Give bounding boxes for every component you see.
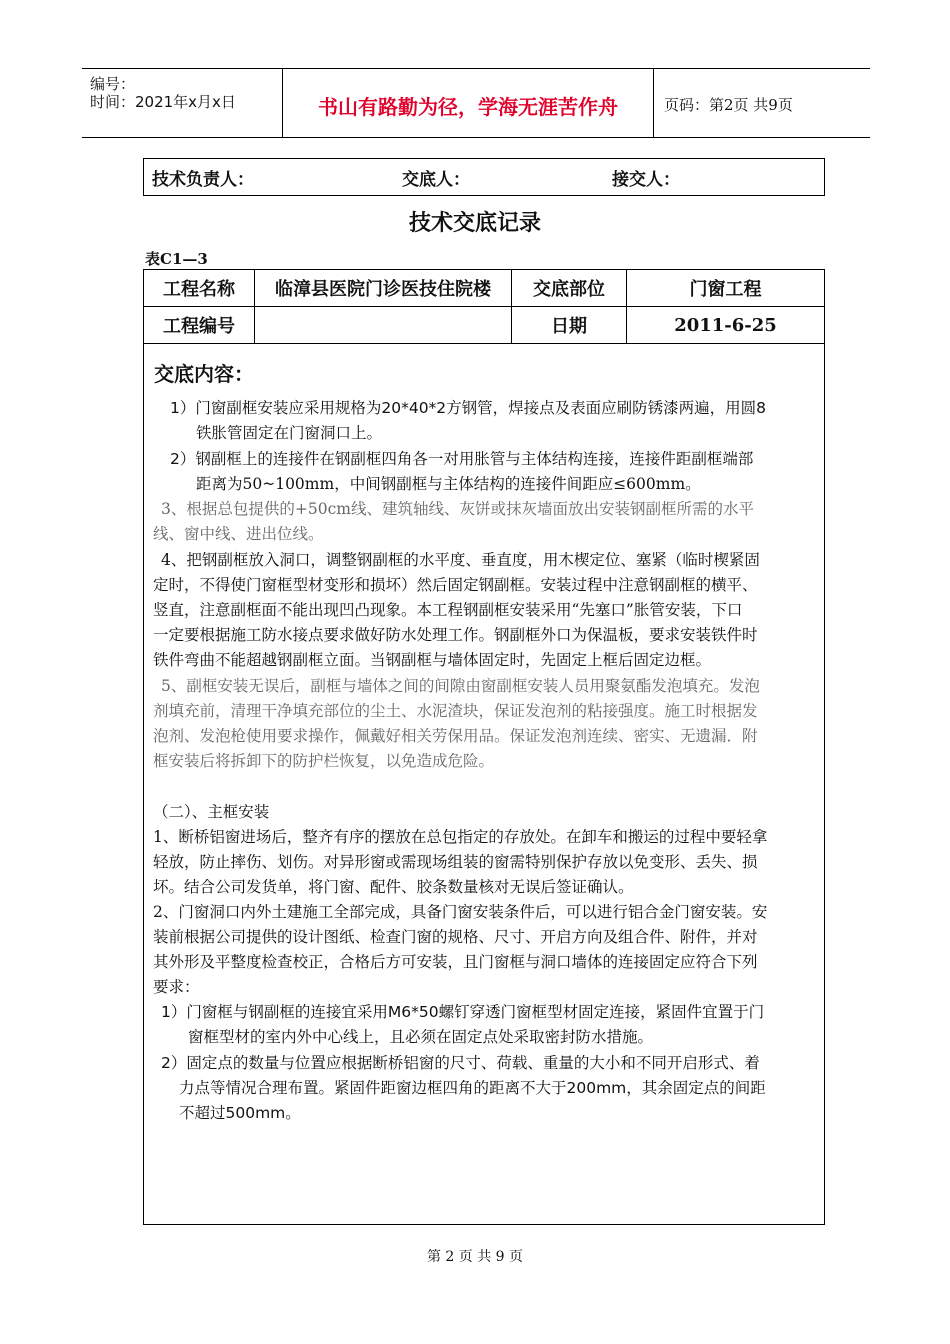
form-number: 表C1—3 [145, 250, 208, 268]
signature-box [143, 158, 825, 196]
main-1-line-a: 1、断桥铝窗进场后，整齐有序的摆放在总包指定的存放处。在卸车和搬运的过程中要轻拿 [153, 828, 768, 846]
project-name-label: 工程名称 [144, 270, 255, 307]
header-motto-cell [282, 69, 654, 137]
content-heading: 交底内容： [154, 362, 254, 386]
req-2-line-b: 力点等情况合理布置。紧固件距窗边框四角的距离不大于200mm，其余固定点的间距 [179, 1079, 766, 1097]
discloser-label: 交底人： [402, 170, 470, 190]
part-label: 交底部位 [512, 270, 627, 307]
main-1-line-c: 坏。结合公司发货单，将门窗、配件、胶条数量核对无误后签证确认。 [153, 878, 634, 896]
req-2-line-c: 不超过500mm。 [179, 1104, 301, 1122]
item-4-line-a: 4、把钢副框放入洞口，调整钢副框的水平度、垂直度，用木楔定位、塞紧（临时楔紧固 [161, 551, 760, 569]
section-2-heading: （二）、主框安装 [153, 803, 270, 821]
project-no-value [255, 307, 512, 344]
page-header [82, 68, 870, 138]
disclosure-form [143, 269, 825, 1225]
project-name-value: 临漳县医院门诊医技住院楼 [255, 270, 512, 307]
item-4-line-e: 铁件弯曲不能超越钢副框立面。当钢副框与墙体固定时，先固定上框后固定边框。 [153, 651, 712, 669]
main-2-line-d: 要求： [153, 978, 200, 996]
req-1-line-a: 1）门窗框与钢副框的连接宜采用M6*50螺钉穿透门窗框型材固定连接，紧固件宜置于门 [161, 1003, 765, 1021]
item-3-line-a: 3、根据总包提供的+50cm线、建筑轴线、灰饼或抹灰墙面放出安装钢副框所需的水平 [161, 500, 754, 518]
item-2-line-a: 2）钢副框上的连接件在钢副框四角各一对用胀管与主体结构连接，连接件距副框端部 [170, 450, 754, 468]
req-2-line-a: 2）固定点的数量与位置应根据断桥铝窗的尺寸、荷载、重量的大小和不同开启形式、着 [161, 1054, 760, 1072]
header-meta [82, 69, 282, 137]
project-no-label: 工程编号 [144, 307, 255, 344]
main-1-line-b: 轻放，防止摔伤、划伤。对异形窗或需现场组装的窗需特别保护存放以免变形、丢失、损 [153, 853, 758, 871]
item-4-line-d: 一定要根据施工防水接点要求做好防水处理工作。钢副框外口为保温板，要求安装铁件时 [153, 626, 758, 644]
header-page-cell [654, 69, 870, 137]
item-3-line-b: 线、窗中线、进出位线。 [153, 525, 324, 543]
item-1-line-b: 铁胀管固定在门窗洞口上。 [196, 424, 383, 442]
doc-title: 技术交底记录 [408, 210, 541, 236]
tech-lead-label: 技术负责人： [152, 170, 254, 190]
item-2-line-b: 距离为50~100mm，中间钢副框与主体结构的连接件间距应≤600mm。 [196, 475, 701, 493]
req-1-line-b: 窗框型材的室内外中心线上，且必须在固定点处采取密封防水措施。 [188, 1028, 654, 1046]
item-5-line-c: 泡剂、发泡枪使用要求操作，佩戴好相关劳保用品。保证发泡剂连续、密实、无遗漏．附 [153, 727, 758, 745]
motto: 书山有路勤为径，学海无涯苦作舟 [318, 95, 618, 119]
page-footer: 第 2 页 共 9 页 [426, 1249, 524, 1265]
item-5-line-b: 剂填充前，清理干净填充部位的尘土、水泥渣块，保证发泡剂的粘接强度。施工时根据发 [153, 702, 758, 720]
code-label: 编号： [90, 75, 136, 93]
main-2-line-a: 2、门窗洞口内外土建施工全部完成，具备门窗安装条件后，可以进行铝合金门窗安装。安 [153, 903, 768, 921]
item-5-line-d: 框安装后将拆卸下的防护栏恢复，以免造成危险。 [153, 752, 495, 770]
main-2-line-b: 装前根据公司提供的设计图纸、检查门窗的规格、尺寸、开启方向及组合件、附件，并对 [153, 928, 758, 946]
item-4-line-b: 定时，不得使门窗框型材变形和损坏）然后固定钢副框。安装过程中注意钢副框的横平、 [153, 576, 758, 594]
main-2-line-c: 其外形及平整度检查校正，合格后方可安装，且门窗框与洞口墙体的连接固定应符合下列 [153, 953, 758, 971]
item-1-line-a: 1）门窗副框安装应采用规格为20*40*2方钢管，焊接点及表面应刷防锈漆两遍，用圆8 [170, 399, 767, 417]
item-4-line-c: 竖直，注意副框面不能出现凹凸现象。本工程钢副框安装采用“先塞口”胀管安装，下口 [153, 601, 743, 619]
receiver-label: 接交人： [612, 170, 680, 190]
item-5-line-a: 5、副框安装无误后，副框与墙体之间的间隙由窗副框安装人员用聚氨酯发泡填充。发泡 [161, 677, 760, 695]
date-value: 2011-6-25 [627, 307, 824, 344]
page-number: 页码：第2页 共9页 [664, 96, 793, 114]
time-label: 时间：2021年x月x日 [90, 93, 236, 111]
date-label: 日期 [512, 307, 627, 344]
part-value: 门窗工程 [627, 270, 824, 307]
